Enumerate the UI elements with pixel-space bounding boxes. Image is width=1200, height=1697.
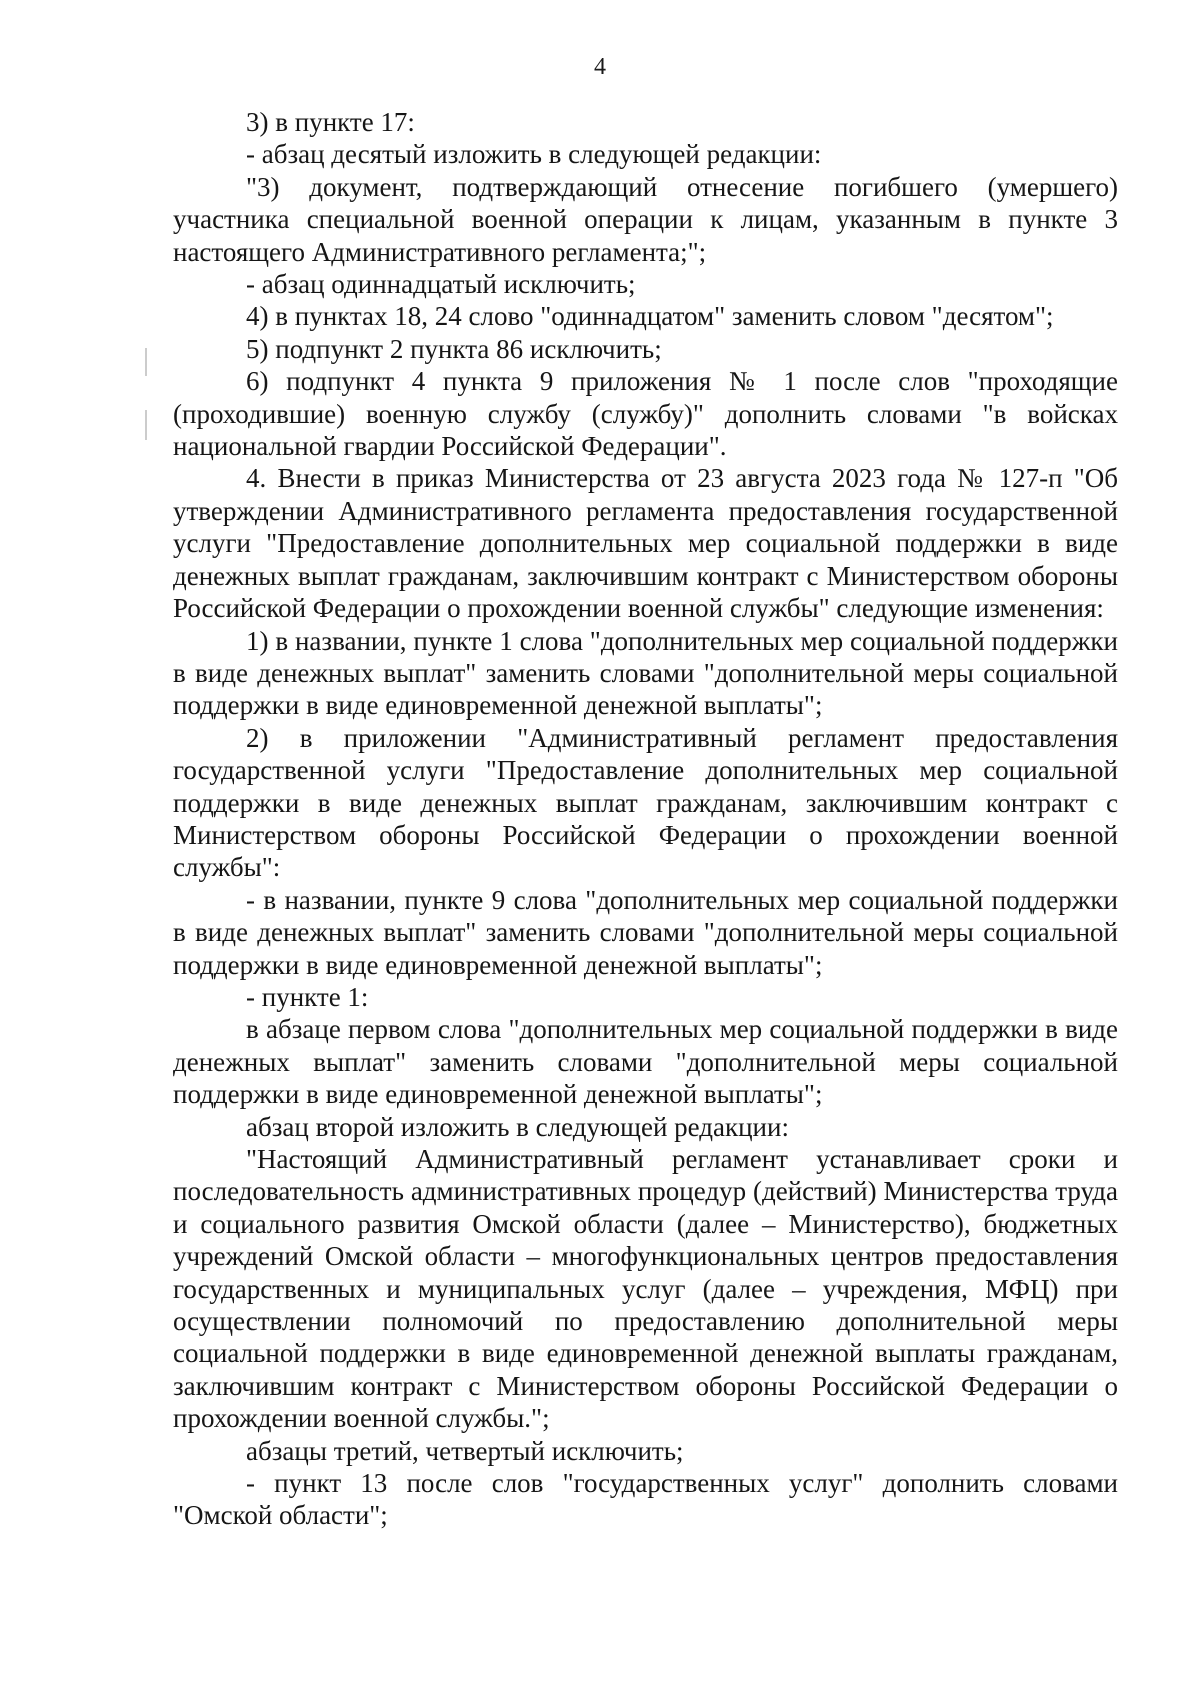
page-number: 4: [594, 54, 606, 80]
paragraph: 1) в названии, пункте 1 слова "дополнительных мер социальной поддержки в виде денежных выплат" заменить словами "дополнительной меры социальной поддержки в виде единовременной денежной выплаты";: [173, 625, 1118, 721]
scan-artifact-left: [145, 348, 147, 376]
paragraph: абзац второй изложить в следующей редакции:: [246, 1111, 789, 1142]
paragraph: - абзац десятый изложить в следующей редакции:: [246, 139, 822, 170]
paragraph: "Настоящий Административный регламент устанавливает сроки и последовательность административных процедур (действий) Министерства труда и социального развития Омской области (далее – Министерство), бюджетных учреждений Омской области – многофункциональных центров предоставления государственных и муниципальных услуг (далее – учреждения, МФЦ) при осуществлении полномочий по предоставлению дополнительной меры социальной поддержки в виде единовременной денежной выплаты гражданам, заключившим контракт с Министерством обороны Российской Федерации о прохождении военной службы.";: [173, 1144, 1118, 1434]
paragraph: - пункте 1:: [246, 981, 369, 1012]
paragraph: абзацы третий, четвертый исключить;: [246, 1435, 684, 1466]
paragraph: в абзаце первом слова "дополнительных мер социальной поддержки в виде денежных выплат" заменить словами "дополнительной меры социальной поддержки в виде единовременной денежной выплаты";: [173, 1014, 1118, 1110]
paragraph: - абзац одиннадцатый исключить;: [246, 269, 636, 300]
scan-artifact-left-2: [145, 410, 147, 440]
paragraph: 2) в приложении "Административный регламент предоставления государственной услуги "Предоставление дополнительных мер социальной поддержки в виде денежных выплат гражданам, заключившим контракт с Министерством обороны Российской Федерации о прохождении военной службы":: [173, 722, 1118, 883]
paragraph: "3) документ, подтверждающий отнесение погибшего (умершего) участника специальной военной операции к лицам, указанным в пункте 3 настоящего Административного регламента;";: [173, 171, 1118, 267]
paragraph: 4) в пунктах 18, 24 слово "одиннадцатом" заменить словом "десятом";: [246, 301, 1054, 332]
document-body: [173, 106, 1118, 1532]
paragraph: 6) подпункт 4 пункта 9 приложения № 1 после слов "проходящие (проходившие) военную службу (службу)" дополнить словами "в войсках национальной гвардии Российской Федерации".: [173, 366, 1118, 462]
paragraph: - пункт 13 после слов "государственных услуг" дополнить словами "Омской области";: [173, 1468, 1118, 1531]
paragraph: 4. Внести в приказ Министерства от 23 августа 2023 года № 127-п "Об утверждении Административного регламента предоставления государственной услуги "Предоставление дополнительных мер социальной поддержки в виде денежных выплат гражданам, заключившим контракт с Министерством обороны Российской Федерации о прохождении военной службы" следующие изменения:: [173, 463, 1118, 624]
paragraph: 5) подпункт 2 пункта 86 исключить;: [246, 333, 662, 364]
paragraph: 3) в пункте 17:: [246, 107, 415, 137]
paragraph: - в названии, пункте 9 слова "дополнительных мер социальной поддержки в виде денежных выплат" заменить словами "дополнительной меры социальной поддержки в виде единовременной денежной выплаты";: [173, 884, 1118, 980]
